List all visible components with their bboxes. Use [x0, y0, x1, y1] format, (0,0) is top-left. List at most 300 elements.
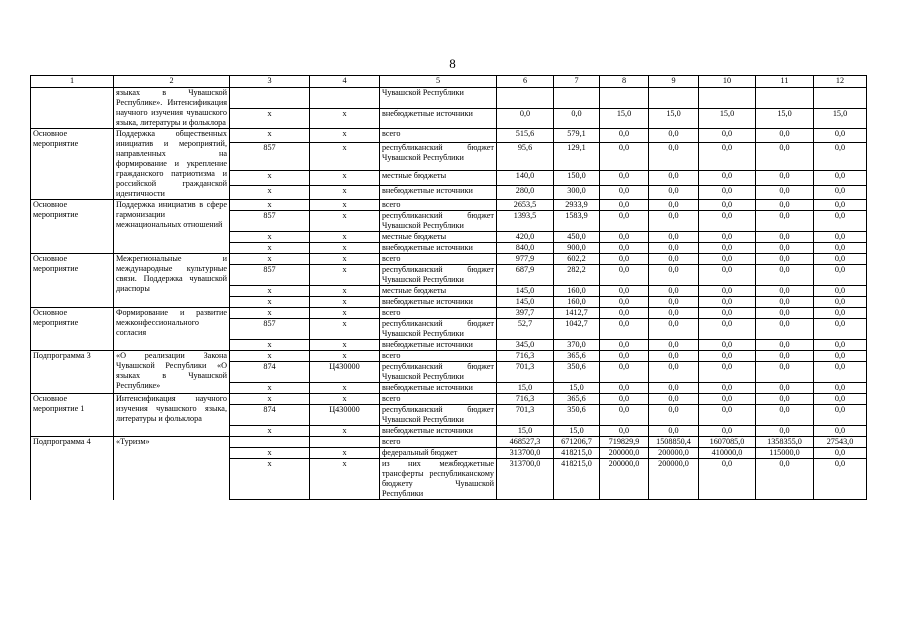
amount-cell-11: 0,0	[756, 200, 814, 211]
target-code-cell	[310, 437, 380, 448]
amount-cell-11: 0,0	[756, 362, 814, 383]
amount-cell-6: 716,3	[497, 394, 554, 405]
amount-cell-12: 0,0	[814, 459, 867, 500]
program-type-cell: Основное мероприятие	[31, 308, 114, 351]
amount-cell-12: 0,0	[814, 394, 867, 405]
table-row	[31, 437, 867, 448]
amount-cell-7: 579,1	[554, 129, 600, 143]
funding-source-cell: внебюджетные источники	[380, 383, 497, 394]
column-number-3: 3	[230, 76, 310, 88]
admin-code-cell: х	[230, 286, 310, 297]
amount-cell-8: 200000,0	[600, 448, 649, 459]
amount-cell-12: 0,0	[814, 362, 867, 383]
amount-cell-6: 701,3	[497, 405, 554, 426]
amount-cell-10: 0,0	[699, 243, 756, 254]
target-code-cell: Ц430000	[310, 362, 380, 383]
program-type-cell: Основное мероприятие 1	[31, 394, 114, 437]
table-row	[31, 308, 867, 319]
amount-cell-12: 0,0	[814, 340, 867, 351]
target-code-cell: х	[310, 394, 380, 405]
amount-cell-12: 0,0	[814, 185, 867, 199]
target-code-cell: х	[310, 108, 380, 129]
amount-cell-7: 418215,0	[554, 448, 600, 459]
amount-cell-11: 15,0	[756, 108, 814, 129]
amount-cell-10: 0,0	[699, 185, 756, 199]
funding-source-cell: из них межбюджетные трансферты республиканскому бюджету Чувашской Республики	[380, 459, 497, 500]
amount-cell-9: 0,0	[649, 265, 699, 286]
funding-source-cell: Чувашской Республики	[380, 88, 497, 109]
funding-source-cell: республиканский бюджет Чувашской Республики	[380, 265, 497, 286]
amount-cell-10: 0,0	[699, 394, 756, 405]
amount-cell-10: 0,0	[699, 200, 756, 211]
amount-cell-7: 350,6	[554, 405, 600, 426]
amount-cell-12: 0,0	[814, 319, 867, 340]
column-number-4: 4	[310, 76, 380, 88]
amount-cell-11: 0,0	[756, 340, 814, 351]
amount-cell-7: 602,2	[554, 254, 600, 265]
funding-source-cell: всего	[380, 254, 497, 265]
amount-cell-6: 15,0	[497, 383, 554, 394]
target-code-cell: х	[310, 297, 380, 308]
amount-cell-9: 0,0	[649, 362, 699, 383]
funding-source-cell: всего	[380, 200, 497, 211]
amount-cell-9: 0,0	[649, 340, 699, 351]
amount-cell-11: 0,0	[756, 394, 814, 405]
amount-cell-12: 0,0	[814, 265, 867, 286]
amount-cell-8: 0,0	[600, 308, 649, 319]
amount-cell-10: 0,0	[699, 265, 756, 286]
admin-code-cell: х	[230, 394, 310, 405]
amount-cell-6	[497, 88, 554, 109]
amount-cell-6: 145,0	[497, 297, 554, 308]
amount-cell-7: 671206,7	[554, 437, 600, 448]
amount-cell-9: 0,0	[649, 171, 699, 185]
table-row	[31, 351, 867, 362]
amount-cell-7: 160,0	[554, 286, 600, 297]
table-body	[31, 88, 867, 500]
amount-cell-9: 0,0	[649, 211, 699, 232]
amount-cell-8: 0,0	[600, 243, 649, 254]
page-number: 8	[449, 56, 456, 71]
amount-cell-6: 52,7	[497, 319, 554, 340]
amount-cell-10: 0,0	[699, 362, 756, 383]
amount-cell-10: 15,0	[699, 108, 756, 129]
funding-source-cell: республиканский бюджет Чувашской Республики	[380, 143, 497, 171]
column-number-9: 9	[649, 76, 699, 88]
target-code-cell: х	[310, 459, 380, 500]
amount-cell-9: 0,0	[649, 286, 699, 297]
admin-code-cell: х	[230, 340, 310, 351]
amount-cell-9: 15,0	[649, 108, 699, 129]
amount-cell-11: 0,0	[756, 383, 814, 394]
admin-code-cell: х	[230, 200, 310, 211]
amount-cell-10: 0,0	[699, 211, 756, 232]
column-number-2: 2	[114, 76, 230, 88]
column-number-8: 8	[600, 76, 649, 88]
admin-code-cell: х	[230, 129, 310, 143]
funding-source-cell: внебюджетные источники	[380, 340, 497, 351]
program-type-cell: Подпрограмма 3	[31, 351, 114, 394]
amount-cell-10: 0,0	[699, 286, 756, 297]
admin-code-cell: х	[230, 185, 310, 199]
amount-cell-6: 977,9	[497, 254, 554, 265]
target-code-cell: х	[310, 448, 380, 459]
amount-cell-8: 0,0	[600, 265, 649, 286]
amount-cell-7: 160,0	[554, 297, 600, 308]
amount-cell-6: 140,0	[497, 171, 554, 185]
amount-cell-7: 2933,9	[554, 200, 600, 211]
amount-cell-8: 0,0	[600, 143, 649, 171]
amount-cell-12: 0,0	[814, 243, 867, 254]
amount-cell-7: 450,0	[554, 232, 600, 243]
amount-cell-10: 0,0	[699, 405, 756, 426]
amount-cell-12: 0,0	[814, 211, 867, 232]
amount-cell-8: 0,0	[600, 232, 649, 243]
admin-code-cell: х	[230, 243, 310, 254]
target-code-cell: Ц430000	[310, 405, 380, 426]
amount-cell-11: 0,0	[756, 211, 814, 232]
amount-cell-6: 345,0	[497, 340, 554, 351]
target-code-cell: х	[310, 308, 380, 319]
amount-cell-10: 0,0	[699, 254, 756, 265]
amount-cell-8: 0,0	[600, 185, 649, 199]
program-name-cell: Межрегиональные и международные культурные связи. Поддержка чувашской диаспоры	[114, 254, 230, 308]
amount-cell-10: 0,0	[699, 319, 756, 340]
amount-cell-7: 350,6	[554, 362, 600, 383]
amount-cell-8: 0,0	[600, 351, 649, 362]
amount-cell-11: 0,0	[756, 308, 814, 319]
admin-code-cell: х	[230, 232, 310, 243]
amount-cell-6: 95,6	[497, 143, 554, 171]
amount-cell-9: 1508850,4	[649, 437, 699, 448]
amount-cell-11: 0,0	[756, 319, 814, 340]
amount-cell-11: 0,0	[756, 265, 814, 286]
amount-cell-7: 15,0	[554, 383, 600, 394]
target-code-cell: х	[310, 171, 380, 185]
target-code-cell: х	[310, 243, 380, 254]
amount-cell-7: 1412,7	[554, 308, 600, 319]
admin-code-cell	[230, 88, 310, 109]
amount-cell-8: 0,0	[600, 171, 649, 185]
column-number-11: 11	[756, 76, 814, 88]
funding-source-cell: республиканский бюджет Чувашской Республики	[380, 319, 497, 340]
amount-cell-8: 0,0	[600, 426, 649, 437]
amount-cell-6: 1393,5	[497, 211, 554, 232]
amount-cell-11: 0,0	[756, 129, 814, 143]
amount-cell-8: 0,0	[600, 129, 649, 143]
amount-cell-11	[756, 88, 814, 109]
amount-cell-6: 15,0	[497, 426, 554, 437]
admin-code-cell: 857	[230, 211, 310, 232]
amount-cell-10: 0,0	[699, 340, 756, 351]
amount-cell-7: 0,0	[554, 108, 600, 129]
amount-cell-10: 0,0	[699, 297, 756, 308]
funding-source-cell: внебюджетные источники	[380, 108, 497, 129]
target-code-cell: х	[310, 383, 380, 394]
amount-cell-8: 0,0	[600, 319, 649, 340]
amount-cell-10: 0,0	[699, 308, 756, 319]
amount-cell-7: 129,1	[554, 143, 600, 171]
amount-cell-6: 397,7	[497, 308, 554, 319]
funding-source-cell: всего	[380, 394, 497, 405]
amount-cell-11: 0,0	[756, 185, 814, 199]
amount-cell-12: 0,0	[814, 308, 867, 319]
admin-code-cell: 874	[230, 405, 310, 426]
amount-cell-11: 0,0	[756, 143, 814, 171]
amount-cell-11: 0,0	[756, 405, 814, 426]
amount-cell-9: 0,0	[649, 232, 699, 243]
amount-cell-12: 0,0	[814, 297, 867, 308]
amount-cell-10: 1607085,0	[699, 437, 756, 448]
amount-cell-12: 0,0	[814, 200, 867, 211]
admin-code-cell: 857	[230, 319, 310, 340]
amount-cell-11: 1358355,0	[756, 437, 814, 448]
amount-cell-9: 0,0	[649, 185, 699, 199]
amount-cell-12: 0,0	[814, 405, 867, 426]
amount-cell-6: 420,0	[497, 232, 554, 243]
amount-cell-7: 15,0	[554, 426, 600, 437]
target-code-cell: х	[310, 211, 380, 232]
admin-code-cell: х	[230, 448, 310, 459]
amount-cell-12: 0,0	[814, 448, 867, 459]
target-code-cell: х	[310, 129, 380, 143]
amount-cell-10	[699, 88, 756, 109]
funding-source-cell: внебюджетные источники	[380, 243, 497, 254]
amount-cell-8: 0,0	[600, 297, 649, 308]
funding-source-cell: всего	[380, 308, 497, 319]
funding-source-cell: внебюджетные источники	[380, 185, 497, 199]
amount-cell-6: 701,3	[497, 362, 554, 383]
funding-source-cell: республиканский бюджет Чувашской Республики	[380, 362, 497, 383]
funding-source-cell: местные бюджеты	[380, 286, 497, 297]
column-number-10: 10	[699, 76, 756, 88]
amount-cell-11: 0,0	[756, 243, 814, 254]
amount-cell-10: 0,0	[699, 129, 756, 143]
amount-cell-11: 0,0	[756, 459, 814, 500]
amount-cell-10: 0,0	[699, 426, 756, 437]
amount-cell-10: 0,0	[699, 232, 756, 243]
admin-code-cell: х	[230, 171, 310, 185]
target-code-cell: х	[310, 232, 380, 243]
amount-cell-11: 0,0	[756, 254, 814, 265]
amount-cell-9: 0,0	[649, 426, 699, 437]
program-name-cell: «Туризм»	[114, 437, 230, 500]
funding-source-cell: республиканский бюджет Чувашской Республики	[380, 405, 497, 426]
column-number-5: 5	[380, 76, 497, 88]
amount-cell-10: 0,0	[699, 383, 756, 394]
amount-cell-12: 0,0	[814, 351, 867, 362]
target-code-cell: х	[310, 351, 380, 362]
amount-cell-12: 0,0	[814, 143, 867, 171]
funding-source-cell: внебюджетные источники	[380, 297, 497, 308]
admin-code-cell: х	[230, 459, 310, 500]
target-code-cell: х	[310, 286, 380, 297]
amount-cell-6: 840,0	[497, 243, 554, 254]
program-type-cell: Основное мероприятие	[31, 200, 114, 254]
target-code-cell: х	[310, 426, 380, 437]
table-row	[31, 254, 867, 265]
funding-source-cell: всего	[380, 351, 497, 362]
amount-cell-11: 0,0	[756, 171, 814, 185]
column-number-1: 1	[31, 76, 114, 88]
table-row	[31, 88, 867, 109]
program-name-cell: Поддержка инициатив в сфере гармонизации межнациональных отношений	[114, 200, 230, 254]
funding-source-cell: всего	[380, 437, 497, 448]
funding-source-cell: республиканский бюджет Чувашской Республики	[380, 211, 497, 232]
amount-cell-6: 515,6	[497, 129, 554, 143]
target-code-cell	[310, 88, 380, 109]
column-number-12: 12	[814, 76, 867, 88]
program-name-cell: Интенсификация научного изучения чувашского языка, литературы и фольклора	[114, 394, 230, 437]
amount-cell-8: 0,0	[600, 383, 649, 394]
amount-cell-7: 365,6	[554, 351, 600, 362]
amount-cell-8: 0,0	[600, 362, 649, 383]
amount-cell-11: 0,0	[756, 286, 814, 297]
amount-cell-6: 145,0	[497, 286, 554, 297]
amount-cell-8: 0,0	[600, 340, 649, 351]
target-code-cell: х	[310, 319, 380, 340]
amount-cell-12: 27543,0	[814, 437, 867, 448]
amount-cell-10: 0,0	[699, 459, 756, 500]
amount-cell-8: 0,0	[600, 405, 649, 426]
admin-code-cell: х	[230, 254, 310, 265]
amount-cell-12: 0,0	[814, 254, 867, 265]
table-row	[31, 200, 867, 211]
target-code-cell: х	[310, 200, 380, 211]
amount-cell-6: 313700,0	[497, 448, 554, 459]
table-row	[31, 394, 867, 405]
amount-cell-8: 0,0	[600, 211, 649, 232]
program-name-cell: Формирование и развитие межконфессионального согласия	[114, 308, 230, 351]
amount-cell-7: 900,0	[554, 243, 600, 254]
funding-source-cell: федеральный бюджет	[380, 448, 497, 459]
admin-code-cell: х	[230, 426, 310, 437]
table-row	[31, 129, 867, 143]
target-code-cell: х	[310, 254, 380, 265]
amount-cell-11: 0,0	[756, 232, 814, 243]
amount-cell-8	[600, 88, 649, 109]
amount-cell-9: 200000,0	[649, 448, 699, 459]
amount-cell-7: 300,0	[554, 185, 600, 199]
funding-source-cell: внебюджетные источники	[380, 426, 497, 437]
amount-cell-9: 200000,0	[649, 459, 699, 500]
program-type-cell	[31, 88, 114, 129]
amount-cell-10: 410000,0	[699, 448, 756, 459]
amount-cell-8: 0,0	[600, 254, 649, 265]
target-code-cell: х	[310, 143, 380, 171]
admin-code-cell: х	[230, 351, 310, 362]
amount-cell-12: 0,0	[814, 426, 867, 437]
amount-cell-7: 1042,7	[554, 319, 600, 340]
column-number-row	[31, 76, 867, 88]
amount-cell-11: 0,0	[756, 351, 814, 362]
program-type-cell: Основное мероприятие	[31, 129, 114, 200]
amount-cell-6: 468527,3	[497, 437, 554, 448]
target-code-cell: х	[310, 340, 380, 351]
admin-code-cell: 857	[230, 143, 310, 171]
amount-cell-9: 0,0	[649, 383, 699, 394]
funding-source-cell: местные бюджеты	[380, 171, 497, 185]
amount-cell-9: 0,0	[649, 129, 699, 143]
admin-code-cell: х	[230, 297, 310, 308]
amount-cell-12: 0,0	[814, 286, 867, 297]
program-name-cell: языках в Чувашской Республике». Интенсификация научного изучения чувашского языка, литературы и фольклора	[114, 88, 230, 129]
program-type-cell: Основное мероприятие	[31, 254, 114, 308]
amount-cell-7: 370,0	[554, 340, 600, 351]
amount-cell-9: 0,0	[649, 405, 699, 426]
funding-source-cell: всего	[380, 129, 497, 143]
admin-code-cell	[230, 437, 310, 448]
amount-cell-9: 0,0	[649, 308, 699, 319]
amount-cell-8: 200000,0	[600, 459, 649, 500]
amount-cell-9: 0,0	[649, 200, 699, 211]
amount-cell-8: 719829,9	[600, 437, 649, 448]
amount-cell-7: 365,6	[554, 394, 600, 405]
admin-code-cell: 874	[230, 362, 310, 383]
program-name-cell: Поддержка общественных инициатив и мероприятий, направленных на формирование и укрепление гражданского патриотизма и российской гражданской идентичности	[114, 129, 230, 200]
column-number-6: 6	[497, 76, 554, 88]
amount-cell-7: 150,0	[554, 171, 600, 185]
amount-cell-10: 0,0	[699, 143, 756, 171]
amount-cell-7: 282,2	[554, 265, 600, 286]
amount-cell-7	[554, 88, 600, 109]
amount-cell-8: 0,0	[600, 394, 649, 405]
program-name-cell: «О реализации Закона Чувашской Республики «О языках в Чувашской Республике»	[114, 351, 230, 394]
amount-cell-9: 0,0	[649, 143, 699, 171]
admin-code-cell: 857	[230, 265, 310, 286]
amount-cell-6: 280,0	[497, 185, 554, 199]
amount-cell-6: 2653,5	[497, 200, 554, 211]
amount-cell-12: 15,0	[814, 108, 867, 129]
amount-cell-10: 0,0	[699, 351, 756, 362]
amount-cell-6: 313700,0	[497, 459, 554, 500]
funding-source-cell: местные бюджеты	[380, 232, 497, 243]
admin-code-cell: х	[230, 108, 310, 129]
amount-cell-9: 0,0	[649, 394, 699, 405]
amount-cell-11: 0,0	[756, 426, 814, 437]
amount-cell-12: 0,0	[814, 232, 867, 243]
amount-cell-11: 115000,0	[756, 448, 814, 459]
admin-code-cell: х	[230, 383, 310, 394]
amount-cell-6: 0,0	[497, 108, 554, 129]
amount-cell-9: 0,0	[649, 243, 699, 254]
amount-cell-12: 0,0	[814, 383, 867, 394]
amount-cell-8: 0,0	[600, 286, 649, 297]
amount-cell-12: 0,0	[814, 129, 867, 143]
amount-cell-8: 0,0	[600, 200, 649, 211]
amount-cell-7: 1583,9	[554, 211, 600, 232]
admin-code-cell: х	[230, 308, 310, 319]
target-code-cell: х	[310, 265, 380, 286]
amount-cell-6: 716,3	[497, 351, 554, 362]
amount-cell-10: 0,0	[699, 171, 756, 185]
amount-cell-8: 15,0	[600, 108, 649, 129]
amount-cell-7: 418215,0	[554, 459, 600, 500]
target-code-cell: х	[310, 185, 380, 199]
amount-cell-9: 0,0	[649, 351, 699, 362]
column-number-7: 7	[554, 76, 600, 88]
amount-cell-9	[649, 88, 699, 109]
amount-cell-6: 687,9	[497, 265, 554, 286]
amount-cell-12	[814, 88, 867, 109]
amount-cell-12: 0,0	[814, 171, 867, 185]
amount-cell-9: 0,0	[649, 297, 699, 308]
amount-cell-11: 0,0	[756, 297, 814, 308]
budget-table	[30, 75, 867, 500]
program-type-cell: Подпрограмма 4	[31, 437, 114, 500]
amount-cell-9: 0,0	[649, 254, 699, 265]
amount-cell-9: 0,0	[649, 319, 699, 340]
